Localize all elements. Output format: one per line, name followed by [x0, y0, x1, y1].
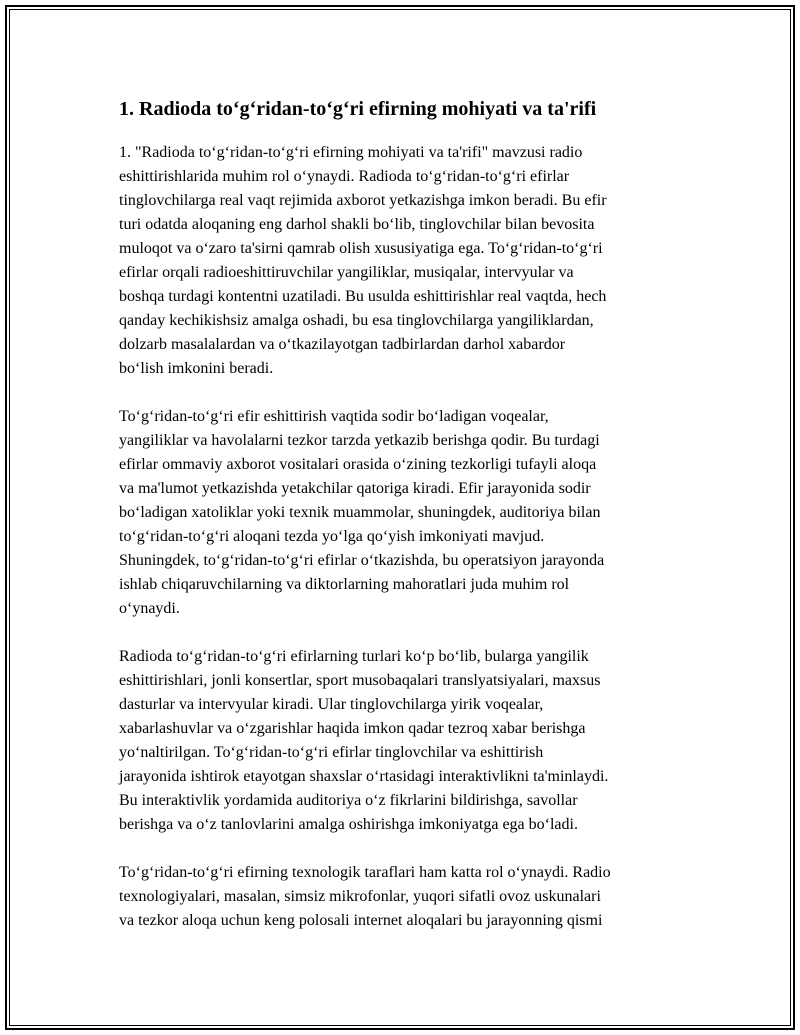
- paragraph-3: [119, 645, 697, 837]
- text-line: o‘ynaydi.: [119, 600, 180, 617]
- text-line: turi odatda aloqaning eng darhol shakli bo‘lib, tinglovchilar bilan bevosita: [119, 216, 595, 233]
- text-line: bo‘ladigan xatoliklar yoki texnik muammolar, shuningdek, auditoriya bilan: [119, 504, 601, 521]
- text-line: ishlab chiqaruvchilarning va diktorlarning mahoratlari juda muhim rol: [119, 576, 570, 593]
- text-line: eshittirishlarida muhim rol o‘ynaydi. Radioda to‘g‘ridan-to‘g‘ri efirlar: [119, 168, 570, 185]
- text-line: eshittirishlari, jonli konsertlar, sport musobaqalari translyatsiyalari, maxsus: [119, 672, 601, 689]
- document-body: [119, 95, 697, 957]
- text-line: va ma'lumot yetkazishda yetakchilar qatoriga kiradi. Efir jarayonida sodir: [119, 480, 591, 497]
- text-line: bo‘lish imkonini beradi.: [119, 360, 274, 377]
- text-line: xabarlashuvlar va o‘zgarishlar haqida imkon qadar tezroq xabar berishga: [119, 720, 586, 737]
- text-line: yangiliklar va havolalarni tezkor tarzda yetkazib berishga qodir. Bu turdagi: [119, 432, 600, 449]
- text-line: dasturlar va intervyular kiradi. Ular tinglovchilarga yirik voqealar,: [119, 696, 544, 713]
- text-line: qanday kechikishsiz amalga oshadi, bu esa tinglovchilarga yangiliklardan,: [119, 312, 594, 329]
- text-line: efirlar ommaviy axborot vositalari orasida o‘zining tezkorligi tufayli aloqa: [119, 456, 597, 473]
- text-line: Bu interaktivlik yordamida auditoriya o‘z fikrlarini bildirishga, savollar: [119, 792, 578, 809]
- page-frame: [5, 5, 795, 1030]
- paragraph-4: [119, 861, 697, 933]
- text-line: To‘g‘ridan-to‘g‘ri efirning texnologik taraflari ham katta rol o‘ynaydi. Radio: [119, 864, 611, 881]
- text-line: texnologiyalari, masalan, simsiz mikrofonlar, yuqori sifatli ovoz uskunalari: [119, 888, 601, 905]
- text-line: yo‘naltirilgan. To‘g‘ridan-to‘g‘ri efirlar tinglovchilar va eshittirish: [119, 744, 544, 761]
- text-line: Radioda to‘g‘ridan-to‘g‘ri efirlarning turlari ko‘p bo‘lib, bularga yangilik: [119, 648, 589, 665]
- paragraph-2: [119, 405, 697, 621]
- paragraphs: [119, 141, 697, 933]
- text-line: tinglovchilarga real vaqt rejimida axborot yetkazishga imkon beradi. Bu efir: [119, 192, 607, 209]
- text-line: dolzarb masalalardan va o‘tkazilayotgan tadbirlardan darhol xabardor: [119, 336, 566, 353]
- paragraph-1: [119, 141, 697, 381]
- text-line: efirlar orqali radioeshittiruvchilar yangiliklar, musiqalar, intervyular va: [119, 264, 574, 281]
- section-heading: 1. Radioda to‘g‘ridan-to‘g‘ri efirning mohiyati va ta'rifi: [119, 98, 597, 120]
- text-line: Shuningdek, to‘g‘ridan-to‘g‘ri efirlar o‘tkazishda, bu operatsiyon jarayonda: [119, 552, 605, 569]
- text-line: va tezkor aloqa uchun keng polosali internet aloqalari bu jarayonning qismi: [119, 912, 603, 929]
- text-line: to‘g‘ridan-to‘g‘ri aloqani tezda yo‘lga qo‘yish imkoniyati mavjud.: [119, 528, 545, 545]
- text-line: 1. "Radioda to‘g‘ridan-to‘g‘ri efirning mohiyati va ta'rifi" mavzusi radio: [119, 144, 583, 161]
- text-line: jarayonida ishtirok etayotgan shaxslar o‘rtasidagi interaktivlikni ta'minlaydi.: [119, 768, 609, 785]
- text-line: To‘g‘ridan-to‘g‘ri efir eshittirish vaqtida sodir bo‘ladigan voqealar,: [119, 408, 549, 425]
- text-line: boshqa turdagi kontentni uzatiladi. Bu usulda eshittirishlar real vaqtda, hech: [119, 288, 607, 305]
- text-line: muloqot va o‘zaro ta'sirni qamrab olish xususiyatiga ega. To‘g‘ridan-to‘g‘ri: [119, 240, 603, 257]
- text-line: berishga va o‘z tanlovlarini amalga oshirishga imkoniyatga ega bo‘ladi.: [119, 816, 578, 833]
